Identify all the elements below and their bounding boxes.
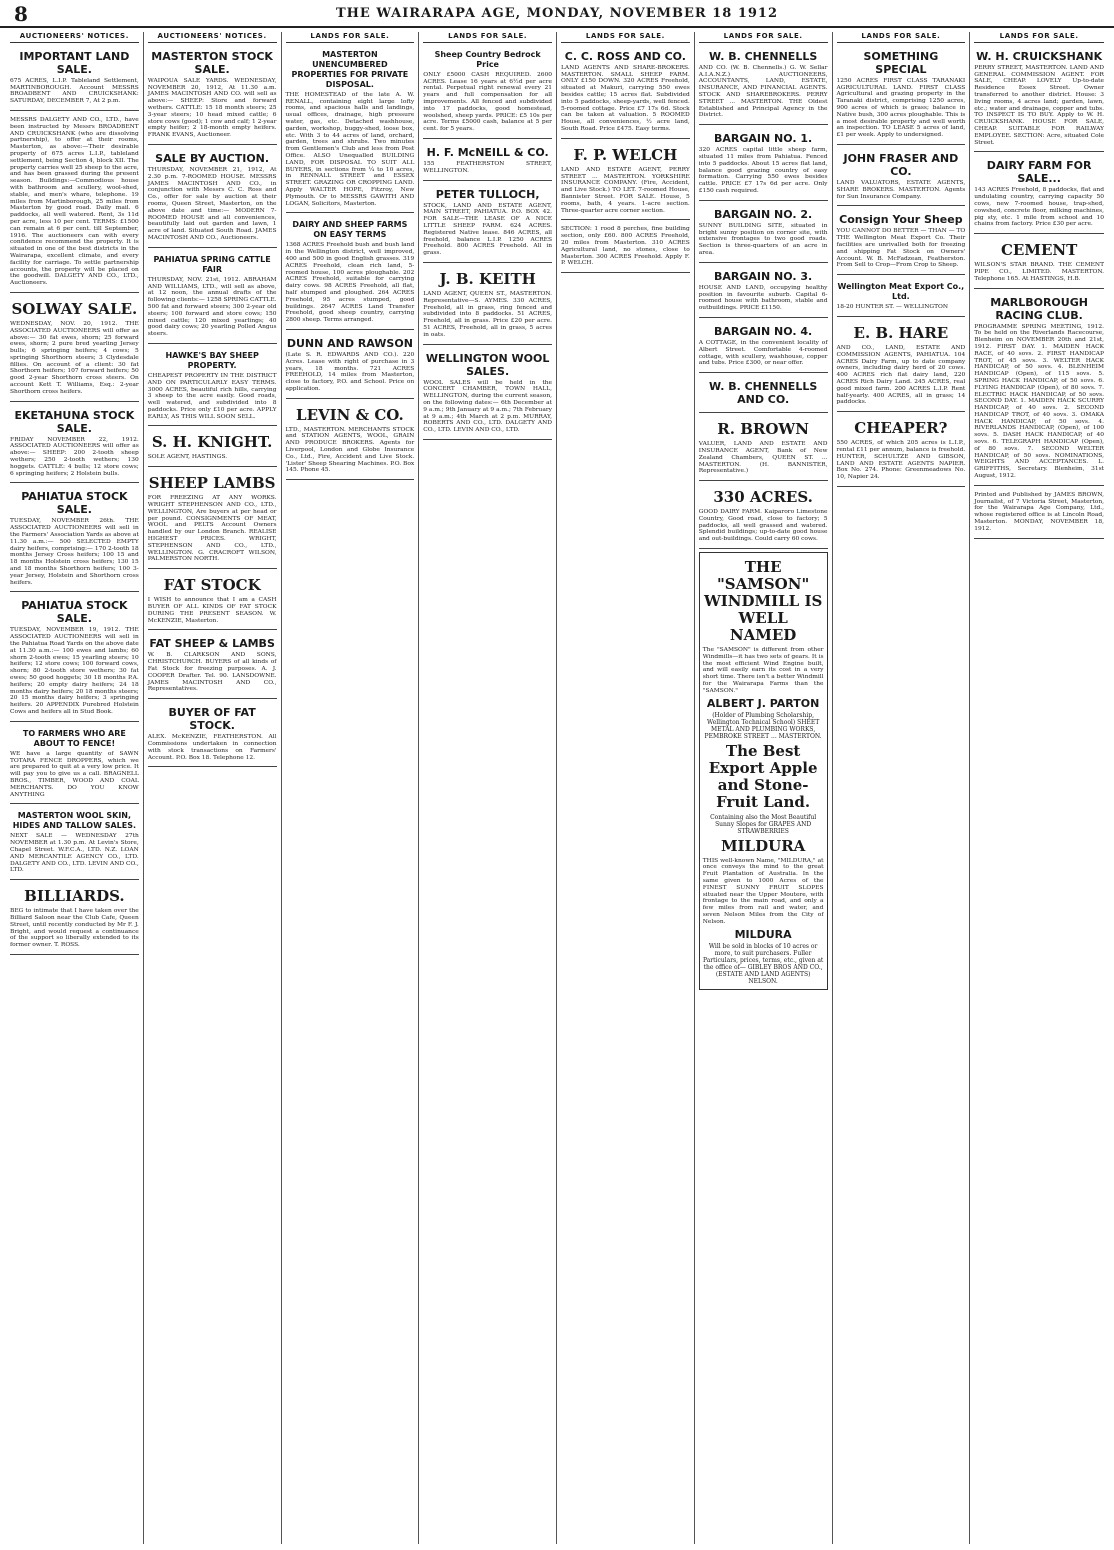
advertisement-body: LAND AND ESTATE AGENT, PERRY STREET ... MASTERTON. YORKSHIRE INSURANCE COMPANY. (Fire, Accident, and Live Stock.) TO LET. 7-roomed House, Bannister Street. FOR SALE. House, 5 rooms, bath, 4 years. 1-acre section. Three-quarter acre corner section.: [561, 166, 690, 214]
newspaper-title: THE WAIRARAPA AGE, MONDAY, NOVEMBER 18 1912: [335, 6, 779, 21]
advertisement-heading: R. BROWN: [717, 420, 809, 439]
advertisement: [974, 46, 1104, 153]
column-5: [557, 32, 695, 1544]
advertisement-body: A COTTAGE, in the convenient locality of Albert Street. Comfortable 4-roomed cottage, with scullery, washhouse, copper and tubs. Price £300, or near offer.: [698, 339, 828, 367]
advertisement: [561, 142, 690, 221]
advertisement-heading: C. C. ROSS AND CO.: [564, 49, 686, 63]
advertisement-heading: BARGAIN NO. 2.: [714, 207, 813, 221]
advertisement: [10, 807, 139, 880]
advertisement: [148, 572, 277, 630]
advertisement-heading: F. P. WELCH: [573, 145, 678, 164]
advertisement-heading: Sheep Country Bedrock Price: [434, 49, 541, 69]
advertisement-body: 675 ACRES, L.I.P. Tableland Settlement, MARTINBOROUGH. Account MESSRS BROADBENT AND CRUICKSHANK: SATURDAY, DECEMBER 7, At 2 p.m.: [10, 77, 139, 105]
advertisement: [837, 320, 966, 412]
advertisement: [286, 402, 415, 481]
advertisement: [561, 223, 690, 273]
advertisement-body: MESSRS DALGETY AND CO., LTD., have been instructed by Messrs BROADBENT AND CRUICKSHANK (who are dissolving partnership), to offer at their rooms, Masterton, as above:—Their desirable property of 675 acres L.I.P., tableland settlement, being Section 4, block XII. The property carries well 25 sheep to the acre, and has been grassed during the present season. Buildings:—Commodious house with bathroom and scullery, wool-shed, stable, and men's whare, telephone. 19 miles from Martinborough, 25 miles from Masterton by good road. Daily mail. 6 paddocks, all well watered. Rent, 3s 11d per acre, less 10 per cent. TERMS: £1500 can remain at 6 per cent. till September, 1916. The auctioneers can with every confidence recommend the property. It is situated in one of the best districts in the Wairarapa, excellent climate, and every facility for carriage. To settle partnership accounts, the property will be placed on the goodwill. DALGETY AND CO., LTD., Auctioneers.: [10, 116, 139, 287]
advertisement-body: 155 FEATHERSTON STREET, WELLINGTON.: [423, 160, 552, 174]
advertisement-heading: MASTERTON STOCK SALE.: [151, 49, 273, 76]
column-header: AUCTIONEERS' NOTICES.: [148, 32, 277, 43]
advertisement-body: TUESDAY, NOVEMBER 19, 1912. THE ASSOCIATED AUCTIONEERS will sell in the Pahiatua Road Yards on the above date at 11.30 a.m.:— 100 ewes and lambs; 60 shorn 2-tooth ewes; 15 yearling steers; 10 heifers; 12 store cows; 100 forward cows, shorn; 80 2-tooth store wethers; 30 fat ewes; 50 good hoggets; 30 18 months P.A. heifers; 20 empty dairy heifers; 24 18 months dairy heifers; 20 18 months steers; 20 15 months dairy heifers; 3 springing heifers. 20 APPENDIX Purebred Holstein Cows and heifers all in Stud Book.: [10, 627, 139, 715]
advertisement-body: AND CO., LAND, ESTATE AND COMMISSION AGENTS, PAHIATUA. 104 ACRES Dairy Farm, up to date company owners, including dairy herd of 20 cows. 400 ACRES rich flat dairy land, 220 ACRES Rich Dairy Land. 245 ACRES, real good mixed farm. 200 ACRES L.I.P. Rent half-yearly. 400 ACRES, all in grass; 14 paddocks.: [836, 344, 966, 406]
advertisement: [286, 216, 415, 330]
windmill-mildura-advertisement: [699, 552, 828, 990]
advertisement: [10, 46, 139, 111]
advertisement-heading: BARGAIN NO. 1.: [714, 132, 813, 146]
advertisement-heading: SOLWAY SALE.: [11, 299, 138, 318]
advertisement: [148, 148, 277, 248]
advertisement-heading: SOMETHING SPECIAL: [863, 49, 939, 76]
advertisement-body: LAND VALUATORS, ESTATE AGENTS, SHARE BROKERS. MASTERTON. Agents for Sun Insurance Company.: [836, 179, 966, 200]
advertisement-body: ALEX. McKENZIE, FEATHERSTON. All Commissions undertaken in connection with stock transactions on Farmers' Account. P.O. Box 18. Telephone 12.: [147, 734, 277, 761]
column-1: [6, 32, 144, 1544]
advertisement: [148, 251, 277, 344]
advertisement-heading: H. F. McNEILL & CO.: [426, 145, 549, 159]
advertisement-heading: HAWKE'S BAY SHEEP PROPERTY.: [165, 350, 259, 370]
windmill-heading: THE "SAMSON" WINDMILL IS WELL NAMED: [703, 558, 823, 645]
advertisement-body: 320 ACRES capital little sheep farm, situated 11 miles from Pahiatua. Fenced into 5 paddocks. About 15 acres flat land, balance good grazing country of easy formation. Carrying 550 ewes besides cattle. PRICE £7 17s 6d per acre. Only £150 cash required.: [698, 147, 828, 194]
advertisement-body: THURSDAY, NOVEMBER 21, 1912, At 2.30 p.m. 7-ROOMED HOUSE. MESSRS JAMES MACINTOSH AND CO., in conjunction with Messrs C. C. Ross and Co., offer for sale by auction at their rooms, Queen Street, Masterton, on the above date and time:— MODERN 7-ROOMED HOUSE and all conveniences, beautifully laid out garden and lawn, 1 acre of land. Situated South Road. JAMES MACINTOSH AND CO., Auctioneers.: [147, 166, 277, 241]
advertisement: [699, 266, 828, 318]
column-header: LANDS FOR SALE.: [699, 32, 828, 43]
advertisement-body: FRIDAY NOVEMBER 22, 1912. ASSOCIATED AUCTIONEERS will offer as above:— SHEEP: 200 2-tooth sheep wethers; 250 2-tooth wethers; 130 hoggets. CATTLE: 4 bulls; 12 store cows; 6 springing heifers; 2 Holstein bulls.: [10, 436, 139, 477]
advertisement-heading: SHEEP LAMBS: [148, 474, 276, 493]
advertisement: [974, 489, 1104, 539]
advertisement: [423, 184, 552, 263]
column-4: [419, 32, 557, 1544]
advertisement-body: W. B. CLARKSON AND SONS, CHRISTCHURCH. BUYERS of all kinds of Fat Stock for freezing purposes. A. J. COOPER Drafter. Tel. 90. LANSDOWNE. JAMES MACINTOSH AND CO., Representatives.: [147, 652, 277, 693]
advertisement: [561, 46, 690, 139]
advertisement-heading: PAHIATUA STOCK SALE.: [21, 599, 128, 626]
advertisement-heading: FAT STOCK: [163, 576, 261, 595]
advertisement-body: PERRY STREET, MASTERTON. LAND AND GENERAL COMMISSION AGENT. FOR SALE, CHEAP. LOVELY Up-to-date Residence Essex Street. Owner transferred to another district. House: 3 living rooms, 4 acres land; garden, lawn, etc.; water and drainage, copper and tubs. TO INSPECT IS TO BUY. Apply to W. H. CRUICKSHANK. HOUSE FOR SALE, CHEAP. SUITABLE FOR RAILWAY EMPLOYEE. SECTION: Acre, situated Cole Street.: [974, 64, 1104, 146]
advertisement-body: FOR FREEZING AT ANY WORKS. WRIGHT STEPHENSON AND CO., LTD., WELLINGTON, Are buyers at per head or per pound. CONSIGNMENTS OF MEAT, WOOL and PELTS Account Owners handled by our London Branch. REALISE HIGHEST PRICES. WRIGHT, STEPHENSON AND CO., LTD., WELLINGTON. G. CRACROFT WILSON, PALMERSTON NORTH.: [147, 495, 277, 563]
advertisement: [286, 46, 415, 214]
advertisement: [837, 278, 966, 317]
advertisement-body: 550 ACRES, of which 205 acres is L.I.P., rental £11 per annum, balance is freehold. HUNTER, SCHULTZE AND GIBSON, LAND AND ESTATE AGENTS NAPIER. Box No. 274. Phone: Greenmeadows No. 10, Napier 24.: [836, 440, 966, 481]
mildura-sellers: Will be sold in blocks of 10 acres or more, to suit purchasers. Fuller Particulars, prices, terms, etc., given at the office of— GIBLEY BROS AND CO., (ESTATE AND LAND AGENTS) NELSON.: [702, 942, 824, 985]
advertisement-heading: FAT SHEEP & LAMBS: [149, 637, 275, 651]
advertisement-heading: PAHIATUA SPRING CATTLE FAIR: [153, 254, 271, 274]
masthead: [0, 0, 1114, 28]
advertisement-heading: Wellington Meat Export Co., Ltd.: [837, 282, 965, 302]
advertisement-body: THURSDAY, NOV. 21st, 1912. ABRAHAM AND WILLIAMS, LTD., will sell as above, at 12 noon, the annual drafts of the following clients:— 1258 SPRING CATTLE. 500 fat and forward steers; 300 2-year old steers; 100 forward and store cows; 150 mixed cattle; 120 mixed yearlings; 40 good dairy cows; 20 yearling Polled Angus steers.: [147, 276, 277, 338]
advertisement-heading: PETER TULLOCH,: [435, 187, 540, 201]
newspaper-columns: [6, 32, 1108, 1544]
advertisement-body: 1368 ACRES Freehold bush and bush land in the Wellington district, well improved, 400 and 500 in good English grasses. 319 ACRES Freehold, clean rich land, 5-roomed house, 100 acres ploughable. 202 ACRES Freehold, suitable for carrying dairy cows. 98 ACRES Freehold, all flat, half stumped and ploughed. 264 ACRES Freehold, 95 acres stumped, good buildings. 2647 ACRES Land Transfer Freehold, good sheep country, carrying 2800 sheep. Terms arranged.: [285, 242, 415, 324]
advertisement: [10, 405, 139, 484]
advertisement-body: WOOL SALES will be held in the CONCERT CHAMBER, TOWN HALL, WELLINGTON, during the current season, on the following dates:— 6th December at 9 a.m.; 9th January at 9 a.m.; 7th February at 9 a.m.; 4th March at 2 p.m. MURRAY, ROBERTS AND CO., LTD. DALGETY AND CO., LTD. LEVIN AND CO., LTD.: [423, 379, 552, 434]
column-3: [282, 32, 420, 1544]
advertisement: [974, 155, 1104, 234]
column-header: LANDS FOR SALE.: [974, 32, 1104, 43]
parton-heading: ALBERT J. PARTON: [706, 696, 820, 710]
parton-body: (Holder of Plumbing Scholarship, Wellington Technical School) SHEET METAL AND PLUMBING WORKS, PEMBROKE STREET ... MASTERTON.: [704, 711, 822, 740]
mildura-footer: MILDURA: [734, 927, 792, 941]
advertisement: [148, 347, 277, 427]
advertisement-body: 1250 ACRES FIRST CLASS TARANAKI AGRICULTURAL LAND. FIRST CLASS Agricultural and grazing property in the Taranaki district, comprising 1250 acres, 900 acres of which is grass; balance in Native bush, 300 acres ploughable. This is a most desirable property and well worth an inspection. TO LEASE 5 acres of land, £1 per week. Apply to undersigned.: [836, 77, 966, 139]
advertisement-body: BEG to intimate that I have taken over the Billiard Saloon near the Club Cafe, Queen Street, until recently conducted by Mr F. J. Bright, and would request a continuance of the support so liberally extended to its former owner. T. ROSS.: [10, 908, 139, 949]
advertisement-heading: SALE BY AUCTION.: [155, 151, 270, 165]
advertisement: [148, 429, 277, 467]
column-2: [144, 32, 282, 1544]
advertisement-heading: BUYER OF FAT STOCK.: [168, 706, 256, 733]
advertisement-body: WAIPOUA SALE YARDS. WEDNESDAY, NOVEMBER 20, 1912, At 11.30 a.m. JAMES MACINTOSH AND CO. will sell as above:— SHEEP: Store and forward wethers. CATTLE: 15 18 month steers; 25 3-year steers; 10 head mixed cattle; 6 store cows (good); 1 cow and calf; 1 2-year empty heifer; 2 18-month empty heifers. FRANK EVANS, Auctioneer.: [147, 77, 277, 139]
column-header: LANDS FOR SALE.: [837, 32, 966, 43]
mildura-heading: The Best Export Apple and Stone-Fruit Land.: [708, 741, 818, 811]
advertisement: [699, 416, 828, 481]
advertisement-heading: DAIRY AND SHEEP FARMS ON EASY TERMS: [292, 220, 408, 240]
advertisement-heading: BARGAIN NO. 3.: [714, 269, 813, 283]
advertisement-heading: DAIRY FARM FOR SALE...: [986, 159, 1092, 186]
advertisement-heading: CEMENT: [1000, 241, 1078, 260]
advertisement-body: 143 ACRES Freehold, 8 paddocks, flat and undulating country, carrying capacity 50 cows, new 7-roomed house, trap-shed, cowshed, concrete floor, milking machines, pig sty, etc. 1 mile from school and 10 chains from factory. Price £30 per acre.: [974, 187, 1104, 228]
advertisement-body: LTD., MASTERTON. MERCHANTS STOCK and STATION AGENTS, WOOL, GRAIN AND PRODUCE BROKERS. Agents for Liverpool, London and Globe Insurance Co., Ltd., Fire, Accident and Live Stock. 'Lister' Sheep Shearing Machines. P.O. Box 145. Phone 45.: [285, 426, 415, 474]
column-7: [833, 32, 971, 1544]
advertisement-heading: W. B. CHENNELLS: [708, 49, 818, 63]
advertisement: [974, 237, 1104, 288]
advertisement: [699, 46, 828, 125]
advertisement-body: I WISH to announce that I am a CASH BUYER OF ALL KINDS OF FAT STOCK DURING THE PRESENT SEASON. W. McKENZIE, Masterton.: [147, 597, 277, 624]
advertisement: [148, 470, 277, 569]
advertisement-body: WILSON'S STAR BRAND. THE CEMENT PIPE CO., LIMITED. MASTERTON. Telephone 165. At HASTINGS, H.B.: [974, 262, 1104, 282]
advertisement-body: Printed and Published by JAMES BROWN, Journalist, of 7 Victoria Street, Masterton, for the Wairarapa Age Company, Ltd., whose registered office is at Lincoln Road, Masterton. MONDAY, NOVEMBER 18, 1912.: [974, 491, 1104, 532]
advertisement-body: SUNNY BUILDING SITE, situated in bright sunny position on corner site, with extensive frontages to two good roads. Section is three-quarters of an acre in area.: [698, 222, 828, 256]
advertisement-body: STOCK, LAND AND ESTATE AGENT, MAIN STREET, PAHIATUA. P.O. BOX 42. FOR SALE—THE LEASE OF A NICE LITTLE SHEEP FARM. 624 ACRES. Registered Native lease. 846 ACRES, all freehold, balance L.I.P. 1250 ACRES Freehold. 800 ACRES Freehold. All in grass.: [423, 202, 552, 257]
advertisement-body: PROGRAMME SPRING MEETING, 1912. To be held on the Riverlands Racecourse, Blenheim on NOVEMBER 20th and 21st, 1912. FIRST DAY. 1. MAIDEN HACK RACE, of 40 sovs. 2. FIRST HANDICAP TROT, of 45 sovs. 3. WELTER HACK HANDICAP, of 50 sovs. 4. BLENHEIM HANDICAP (Open), of 115 sovs. 5. SPRING HACK HANDICAP, of 50 sovs. 6. FLYING HANDICAP (Open), of 80 sovs. 7. ELECTRIC HACK HANDICAP, of 50 sovs. SECOND DAY. 1. MAIDEN HACK SCURRY HANDICAP, of 40 sovs. 2. SECOND HANDICAP TROT, of 40 sovs. 3. OMAKA HACK HANDICAP, of 50 sovs. 4. RIVERLANDS HANDICAP, (Open), of 100 sovs. 5. DASH HACK HANDICAP, of 40 sovs. 6. TELEGRAPH HANDICAP (Open), of 80 sovs. 7. SECOND WELTER HANDICAP, of 50 sovs. NOMINATIONS, WEIGHTS AND ACCEPTANCES. L. GRIFFITHS, Secretary. Blenheim, 31st August, 1912.: [974, 323, 1104, 480]
advertisement: [423, 348, 552, 440]
advertisement-body: LAND AGENTS AND SHARE-BROKERS. MASTERTON. SMALL SHEEP FARM. ONLY £150 DOWN. 320 ACRES Freehold, situated at Makuri, carrying 550 ewes besides cattle; 15 acres flat. Subdivided into 5 paddocks, sheep-yards, well fenced. 5-roomed cottage. Price £7 17s 6d. Stock can be taken at valuation. 5 ROOMED House, all conveniences, ½ acre land, South Road. Price £475. Easy terms.: [561, 64, 690, 132]
windmill-body: The "SAMSON" is different from other Windmills—it has two sets of gears. It is the most efficient Wind Engine built, and will easily earn its cost in a very short time. There isn't a better Windmill for the Wairarapa Farms than the "SAMSON.": [702, 647, 824, 694]
advertisement: [837, 415, 966, 487]
advertisement-heading: S. H. KNIGHT.: [151, 433, 273, 452]
advertisement: [423, 142, 552, 181]
advertisement: [699, 204, 828, 263]
advertisement: [974, 292, 1104, 486]
advertisement-body: LAND AGENT, QUEEN ST., MASTERTON. Representative—S. AYMES. 330 ACRES, Freehold, all in grass, ring fenced and subdivided into 8 paddocks. 51 ACRES, Freehold, all in grass. Price £20 per acre. 51 ACRES, Freehold, all in grass, 5 acres in oats.: [423, 290, 552, 338]
advertisement-body: SOLE AGENT, HASTINGS.: [147, 454, 228, 461]
advertisement: [699, 128, 828, 201]
advertisement-heading: CHEAPER?: [854, 419, 948, 438]
advertisement: [837, 148, 966, 206]
advertisement-heading: JOHN FRASER AND CO.: [843, 151, 959, 178]
advertisement-body: (Late S. R. EDWARDS AND CO.). 220 Acres. Lease with right of purchase in 3 years, 18 months. 721 ACRES FREEHOLD, 14 miles from Masterton, close to factory, P.O. and School. Price on application.: [285, 351, 415, 392]
advertisement-heading: LEVIN & CO.: [296, 405, 404, 424]
advertisement: [148, 46, 277, 145]
column-8: [970, 32, 1108, 1544]
advertisement-heading: WELLINGTON WOOL SALES.: [425, 351, 550, 378]
advertisement-body: YOU CANNOT DO BETTER — THAN — TO THE Wellington Meat Export Co. Their facilities are unrivalled both for freezing and shipping Fat Stock on Owners' Account. W. B. McFadzean, Featherston. From Sell to Crop—From Crop to Sheep.: [836, 228, 966, 269]
column-header: AUCTIONEERS' NOTICES.: [10, 32, 139, 43]
advertisement: [286, 333, 415, 399]
advertisement-heading: BILLIARDS.: [24, 887, 125, 906]
advertisement: [699, 321, 828, 373]
page-number: 8: [14, 2, 28, 26]
advertisement-heading: EKETAHUNA STOCK SALE.: [14, 408, 135, 435]
advertisement-body: THE HOMESTEAD of the late A. W. RENALL, containing eight large lofty rooms, and spacious halls and landings, usual offices, drainage, high pressure water, gas, etc. Detached washhouse, garden, workshop, buggy-shed, loose box, etc. With 3 to 44 acres of land, orchard, garden, trees and shrubs. Two minutes from Gentlemen's Club and less from Post Office. ALSO Unequalled BUILDING LAND, FOR DISPOSAL TO SUIT ALL BUYERS, in sections from ¼ to 10 acres, in RENNALL STREET and ESSEX STREET. GRAZING OR CROPPING LAND. Apply WALTER HOPE, Fitzroy, New Plymouth. Or to MESSRS GAWITH AND LOGAN, Solicitors, Masterton.: [285, 91, 415, 207]
advertisement: [148, 702, 277, 767]
advertisement-body: HOUSE AND LAND, occupying healthy position in favourite suburb. Capital 6-roomed house with bathroom, stable and outbuildings. PRICE £1150.: [698, 284, 828, 312]
column-header: LANDS FOR SALE.: [286, 32, 415, 43]
advertisement-body: SECTION: 1 rood 8 perches, fine building section, only £60. 800 ACRES Freehold, 20 miles from Masterton. 310 ACRES Agricultural land, no stones, close to Masterton. 300 ACRES Freehold. Apply F. P. WELCH.: [561, 226, 690, 267]
advertisement: [423, 266, 552, 345]
advertisement: [10, 296, 139, 402]
advertisement: [699, 484, 828, 549]
column-header: LANDS FOR SALE.: [423, 32, 552, 43]
advertisement-heading: MASTERTON UNENCUMBERED PROPERTIES FOR PRIVATE DISPOSAL.: [291, 49, 409, 89]
advertisement: [837, 46, 966, 145]
advertisement-body: CHEAPEST PROPERTY IN THE DISTRICT AND ON PARTICULARLY EASY TERMS. 3000 ACRES, beautiful rich hills, carrying 3 sheep to the acre easily. Good roads, well watered, and subdivided into 8 paddocks. Price only £10 per acre. APPLY EARLY, AS THIS WILL SOON SELL.: [147, 372, 277, 420]
advertisement-body: VALUER, LAND AND ESTATE AND INSURANCE AGENT, Bank of New Zealand Chambers, QUEEN ST. ... MASTERTON. (H. BANNISTER, Representative.): [698, 441, 828, 475]
advertisement-heading: E. B. HARE: [853, 323, 949, 342]
advertisement: [10, 883, 139, 955]
advertisement-body: ONLY £5000 CASH REQUIRED. 2600 ACRES. Lease 16 years at 6½d per acre rental. Perpetual right renewal every 21 years and full compensation for all improvements. All fenced and subdivided into 17 paddocks, good homestead, woolshed, sheep yards. PRICE: £5 10s per acre. Terms £5000 cash, balance at 5 per cent. for 5 years.: [423, 71, 552, 133]
advertisement: [148, 633, 277, 699]
advertisement: [837, 209, 966, 275]
mildura-title: MILDURA: [720, 836, 806, 855]
advertisement-body: 18-20 HUNTER ST. — WELLINGTON: [836, 304, 949, 311]
column-6: [695, 32, 833, 1544]
advertisement: [10, 595, 139, 721]
advertisement-heading: BARGAIN NO. 4.: [714, 324, 813, 338]
advertisement-heading: DUNN AND RAWSON: [286, 336, 413, 350]
advertisement: [10, 725, 139, 805]
advertisement-body: WEDNESDAY, NOV. 20, 1912. THE ASSOCIATED AUCTIONEERS will offer as above:— 30 fat ewes, shorn; 25 forward ewes, shorn; 2 pure bred yearling Jersey bulls; 6 springing heifers; 4 cows; 5 springing Shorthorn steers; 3 Clydesdale fillies. On account of a client: 30 fat Shorthorn heifers; 107 forward heifers; 50 good 2-year Shorthorn cross steers. On account Kett T. Williams, Esq.: 2-year Shorthorn cross heifers.: [10, 320, 139, 395]
advertisement: [699, 376, 828, 413]
advertisement: [10, 114, 139, 293]
advertisement-heading: PAHIATUA STOCK SALE.: [21, 490, 128, 517]
advertisement-heading: Consign Your Sheep: [839, 213, 963, 227]
advertisement-heading: 330 ACRES.: [713, 488, 813, 507]
advertisement: [10, 486, 139, 592]
advertisement-heading: IMPORTANT LAND SALE.: [19, 49, 130, 76]
advertisement-heading: J. B. KEITH: [439, 269, 536, 288]
advertisement-heading: TO FARMERS WHO ARE ABOUT TO FENCE!: [22, 728, 126, 748]
advertisement: [423, 46, 552, 139]
mildura-body: THIS well-known Name, "MILDURA," at once conveys the mind to the great Fruit Plantation of Australia. In the same given to 1000 Acres of the FINEST SUNNY FRUIT SLOPES situated near the Upper Moutere, with frontage to the main road, and only a few miles from rail and water, and seven Nelson Miles from the City of Nelson.: [702, 857, 824, 925]
mildura-subheading: Containing also the Most Beautiful Sunny Slopes for GRAPES AND STRAWBERRIES: [710, 813, 817, 835]
advertisement-body: NEXT SALE — WEDNESDAY 27th NOVEMBER at 1.30 p.m. At Levin's Store, Chapel Street. W.F.C.A., LTD. N.Z. LOAN AND MERCANTILE AGENCY CO., LTD. DALGETY AND CO., LTD. LEVIN AND CO., LTD.: [10, 833, 139, 874]
advertisement-body: WE have a large quantity of SAWN TOTARA FENCE DROPPERS, which we are prepared to quit at a very low price. It will pay you to give us a call. BRAGNELL BROS., TIMBER, WOOD AND COAL MERCHANTS. DO YOU KNOW ANYTHING: [10, 750, 139, 798]
advertisement-body: GOOD DAIRY FARM. Kaiparoro Limestone Country, Good road, close to factory; 5 paddocks, all well grassed and watered. Splendid buildings; up-to-date good house and out-buildings. Could carry 60 cows.: [698, 509, 828, 543]
advertisement-heading: W. H. CRUICKSHANK: [976, 49, 1103, 63]
advertisement-heading: MASTERTON WOOL SKIN, HIDES AND TALLOW SALES.: [12, 811, 137, 831]
advertisement-body: TUESDAY, NOVEMBER 26th. THE ASSOCIATED AUCTIONEERS will sell in the Farmers' Association Yards as above at 11.30 a.m.:— 500 SELECTED EMPTY dairy heifers, comprising:— 170 2-tooth 18 months Jersey Cross heifers; 100 15 and 18 months Holstein cross heifers; 130 15 and 18 months Shorthorn heifers; 100 3-year Jersey, Holstein and Shorthorn cross heifers.: [10, 518, 139, 586]
advertisement-heading: MARLBOROUGH RACING CLUB.: [990, 295, 1088, 322]
advertisement-heading: W. B. CHENNELLS AND CO.: [708, 380, 818, 407]
advertisement-body: AND CO. (W. B. Chennells.) G. W. Sellar A.I.A.N.Z.) AUCTIONEERS, ACCOUNTANTS, LAND, ESTATE, INSURANCE, AND FINANCIAL AGENTS. STOCK AND SHAREBROKERS. PERRY STREET ... MASTERTON. THE Oldest Established and Principal Agency in the District.: [698, 64, 828, 119]
column-header: LANDS FOR SALE.: [561, 32, 690, 43]
